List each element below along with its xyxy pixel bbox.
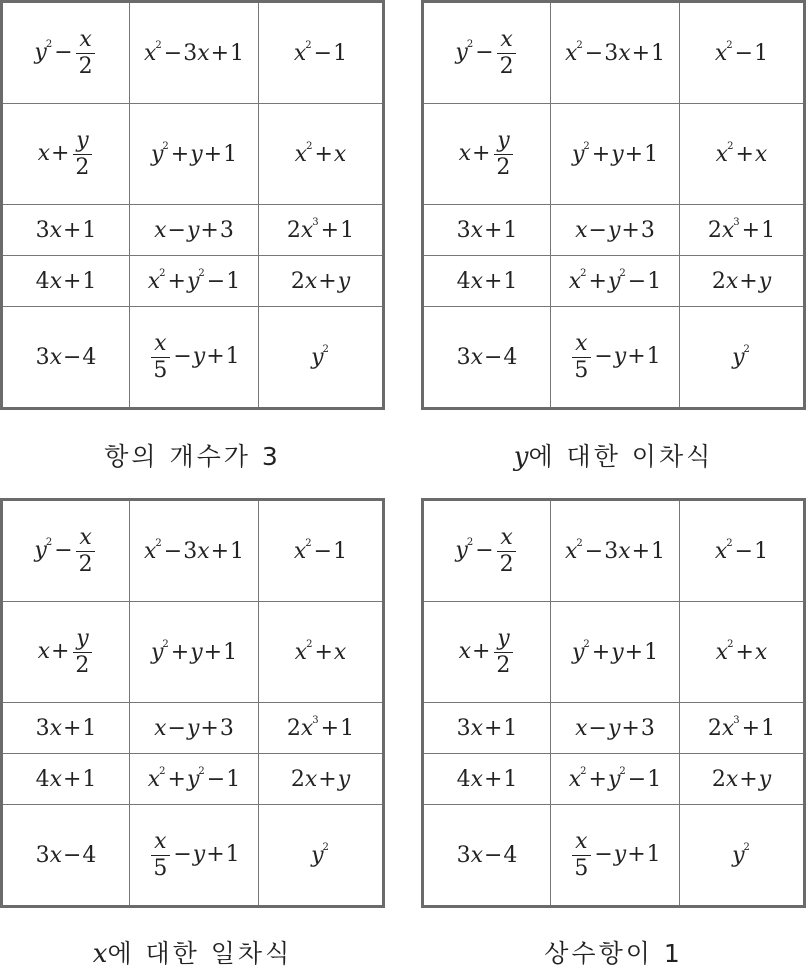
expression: 3x+1	[456, 715, 518, 741]
cell-x2-minus-3x-plus-1	[130, 2, 259, 104]
expression: $x^2-3x+1$	[143, 39, 245, 66]
expression: $x^2+x$	[294, 140, 347, 167]
caption-top-right	[421, 437, 806, 473]
expression: 4x+1	[456, 268, 518, 294]
expression: $2x^3+1$	[286, 216, 355, 243]
cell-x2-minus-1	[680, 2, 805, 104]
expression: $y^2$	[732, 343, 750, 370]
expression: $\frac{x}{5}$ −y+1	[569, 829, 660, 881]
caption-top-left	[0, 437, 385, 473]
cell-y2-plus-y-plus-1	[130, 104, 259, 205]
cell-2x3-plus-1	[680, 703, 805, 754]
expression: $\frac{x}{5}$ −y+1	[148, 331, 239, 383]
cell-x-minus-y-plus-3	[130, 703, 259, 754]
expression: $y^2+y+1$	[150, 638, 238, 665]
grid-bottom-right	[421, 498, 806, 908]
grid-top-right	[421, 0, 806, 410]
cell-2x-plus-y	[259, 754, 384, 805]
expression: 3x+1	[35, 217, 97, 243]
expression: 3x−4	[456, 344, 518, 370]
expression: $x^2-3x+1$	[564, 39, 666, 66]
expression: $x^2-1$	[293, 39, 348, 66]
caption-text: 에 대한 이차식	[528, 442, 714, 471]
expression: $x^2-1$	[714, 537, 769, 564]
cell-x2-minus-1	[259, 500, 384, 602]
cell-x-minus-y-plus-3	[551, 703, 680, 754]
cell-x2-plus-x	[680, 602, 805, 703]
cell-x2-plus-y2-minus-1	[130, 256, 259, 307]
cell-x2-minus-1	[259, 2, 384, 104]
cell-x2-plus-y2-minus-1	[130, 754, 259, 805]
expression: $y^2+y+1$	[150, 140, 238, 167]
expression: $y^2+y+1$	[571, 140, 659, 167]
cell-3x-plus-1	[2, 205, 130, 256]
caption-bottom-left	[0, 934, 385, 970]
cell-2x3-plus-1	[259, 205, 384, 256]
expression: $y^2-$ $\frac{x}{2}$	[34, 27, 97, 79]
cell-y2	[259, 307, 384, 409]
expression: $x^2+y^2-1$	[568, 765, 662, 792]
expression: 2x+y	[711, 766, 772, 792]
expression: x−y+3	[575, 217, 655, 243]
cell-x2-plus-x	[680, 104, 805, 205]
cell-y2	[680, 307, 805, 409]
caption-text: 상수항이 1	[544, 939, 683, 968]
cell-x2-minus-3x-plus-1	[551, 2, 680, 104]
cell-x2-minus-1	[680, 500, 805, 602]
expression-grid	[421, 498, 806, 908]
cell-y2-plus-y-plus-1	[551, 104, 680, 205]
expression: 3x−4	[456, 842, 518, 868]
expression: $x^2+y^2-1$	[147, 765, 241, 792]
expression: $x^2+x$	[715, 140, 768, 167]
cell-x-plus-y-over-2	[423, 104, 551, 205]
cell-y2	[680, 805, 805, 907]
expression: 3x−4	[35, 842, 97, 868]
caption-bottom-right	[421, 934, 806, 970]
cell-y2-minus-x-over-2	[423, 500, 551, 602]
cell-x2-plus-y2-minus-1	[551, 256, 680, 307]
cell-4x-plus-1	[2, 256, 130, 307]
cell-3x-plus-1	[423, 205, 551, 256]
expression: $y^2$	[732, 841, 750, 868]
expression: $2x^3+1$	[707, 216, 776, 243]
cell-y2-minus-x-over-2	[2, 500, 130, 602]
cell-3x-minus-4	[2, 307, 130, 409]
cell-x-over-5-minus-y-plus-1	[551, 307, 680, 409]
cell-2x-plus-y	[259, 256, 384, 307]
cell-y2-plus-y-plus-1	[551, 602, 680, 703]
expression-grid	[0, 498, 385, 908]
expression: $\frac{x}{5}$ −y+1	[148, 829, 239, 881]
cell-3x-plus-1	[423, 703, 551, 754]
cell-y2-plus-y-plus-1	[130, 602, 259, 703]
expression: 4x+1	[35, 268, 97, 294]
cell-x-minus-y-plus-3	[130, 205, 259, 256]
expression: 3x+1	[35, 715, 97, 741]
expression: 2x+y	[290, 766, 351, 792]
cell-3x-minus-4	[423, 307, 551, 409]
cell-4x-plus-1	[423, 754, 551, 805]
expression: x−y+3	[575, 715, 655, 741]
cell-x2-plus-x	[259, 602, 384, 703]
expression: $x^2-1$	[293, 537, 348, 564]
cell-x2-plus-y2-minus-1	[551, 754, 680, 805]
cell-x-over-5-minus-y-plus-1	[551, 805, 680, 907]
expression: $x^2-1$	[714, 39, 769, 66]
caption-text: 에 대한 일차식	[107, 939, 293, 968]
expression: $2x^3+1$	[286, 714, 355, 741]
cell-2x3-plus-1	[680, 205, 805, 256]
cell-x-plus-y-over-2	[2, 104, 130, 205]
expression: x+ $\frac{y}{2}$	[459, 128, 516, 180]
expression: x+ $\frac{y}{2}$	[459, 626, 516, 678]
expression: $y^2-$ $\frac{x}{2}$	[34, 525, 97, 577]
expression: 4x+1	[35, 766, 97, 792]
grid-top-left	[0, 0, 385, 410]
cell-x2-minus-3x-plus-1	[551, 500, 680, 602]
expression-grid	[0, 0, 385, 410]
grid-bottom-left	[0, 498, 385, 908]
expression: $y^2-$ $\frac{x}{2}$	[455, 525, 518, 577]
cell-2x-plus-y	[680, 754, 805, 805]
cell-2x3-plus-1	[259, 703, 384, 754]
cell-x2-minus-3x-plus-1	[130, 500, 259, 602]
cell-x-plus-y-over-2	[2, 602, 130, 703]
caption-variable: x	[92, 939, 108, 969]
expression: $\frac{x}{5}$ −y+1	[569, 331, 660, 383]
expression: $y^2-$ $\frac{x}{2}$	[455, 27, 518, 79]
cell-x-plus-y-over-2	[423, 602, 551, 703]
expression: $x^2+x$	[715, 638, 768, 665]
expression: x+ $\frac{y}{2}$	[38, 626, 95, 678]
cell-x-over-5-minus-y-plus-1	[130, 307, 259, 409]
expression: $x^2-3x+1$	[143, 537, 245, 564]
cell-y2	[259, 805, 384, 907]
cell-x-over-5-minus-y-plus-1	[130, 805, 259, 907]
expression-grid	[421, 0, 806, 410]
expression: x−y+3	[154, 217, 234, 243]
expression: $x^2+y^2-1$	[568, 267, 662, 294]
caption-text: 항의 개수가 3	[104, 442, 281, 471]
expression: $x^2+x$	[294, 638, 347, 665]
expression: x+ $\frac{y}{2}$	[38, 128, 95, 180]
expression: $y^2$	[311, 343, 329, 370]
caption-variable: y	[513, 442, 529, 472]
expression: $y^2+y+1$	[571, 638, 659, 665]
cell-x2-plus-x	[259, 104, 384, 205]
cell-4x-plus-1	[2, 754, 130, 805]
expression: $2x^3+1$	[707, 714, 776, 741]
cell-3x-minus-4	[2, 805, 130, 907]
cell-4x-plus-1	[423, 256, 551, 307]
expression: $x^2-3x+1$	[564, 537, 666, 564]
expression: 2x+y	[290, 268, 351, 294]
cell-x-minus-y-plus-3	[551, 205, 680, 256]
cell-y2-minus-x-over-2	[423, 2, 551, 104]
cell-2x-plus-y	[680, 256, 805, 307]
expression: 3x+1	[456, 217, 518, 243]
cell-3x-plus-1	[2, 703, 130, 754]
expression: $y^2$	[311, 841, 329, 868]
cell-y2-minus-x-over-2	[2, 2, 130, 104]
expression: x−y+3	[154, 715, 234, 741]
expression: 2x+y	[711, 268, 772, 294]
cell-3x-minus-4	[423, 805, 551, 907]
expression: $x^2+y^2-1$	[147, 267, 241, 294]
expression: 4x+1	[456, 766, 518, 792]
expression: 3x−4	[35, 344, 97, 370]
